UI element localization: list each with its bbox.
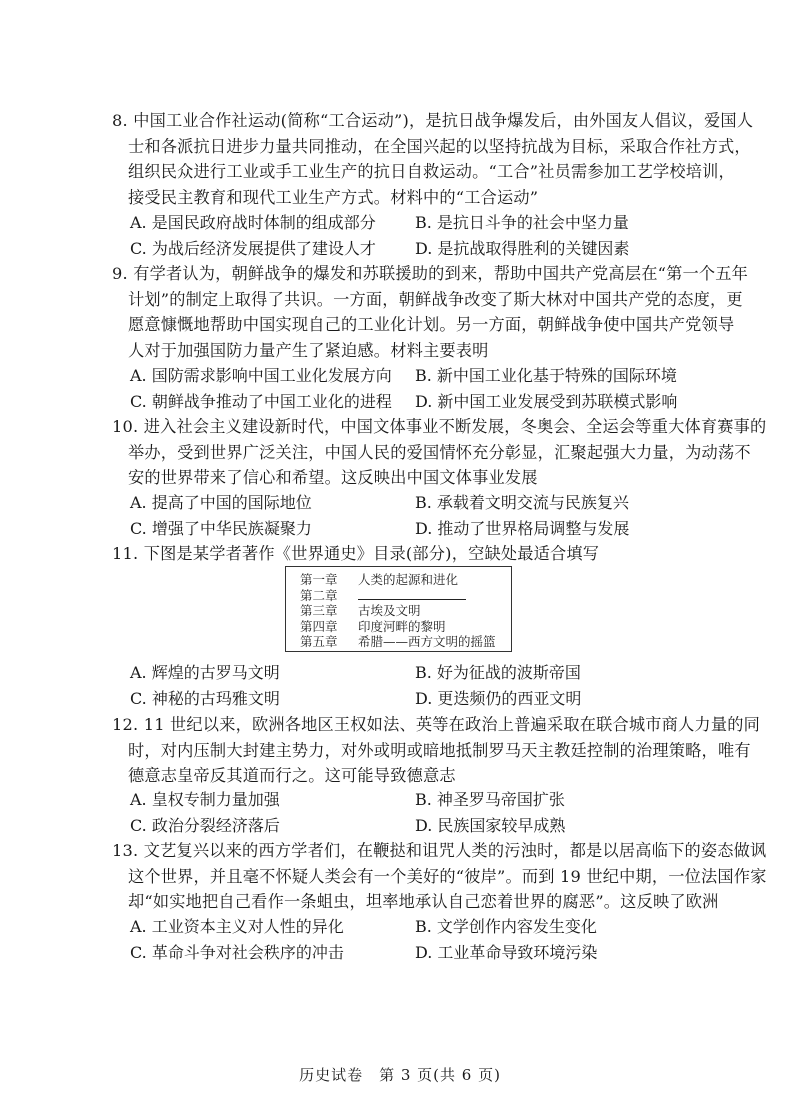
option-b[interactable]: B. 新中国工业化基于特殊的国际环境 bbox=[415, 366, 677, 385]
toc-row bbox=[300, 619, 511, 635]
option-d[interactable]: D. 民族国家较早成熟 bbox=[415, 815, 566, 835]
option-a[interactable]: A. 辉煌的古罗马文明 bbox=[130, 663, 280, 682]
q9-line: 计划”的制定上取得了共识。一方面，朝鲜战争改变了斯大林对中国共产党的态度，更 bbox=[128, 289, 743, 309]
option-a[interactable]: A. 提高了中国的国际地位 bbox=[130, 493, 312, 512]
option-a[interactable]: A. 是国民政府战时体制的组成部分 bbox=[130, 213, 376, 232]
question-11-options bbox=[130, 660, 700, 711]
option-a[interactable]: A. 工业资本主义对人性的异化 bbox=[130, 917, 344, 936]
q12-line: 12. 11 世纪以来，欧洲各地区王权如法、英等在政治上普遍采取在联合城市商人力量的同 bbox=[112, 715, 760, 734]
question-12-options bbox=[130, 787, 700, 838]
toc-row bbox=[300, 572, 511, 588]
toc-chapter: 第五章 bbox=[300, 634, 338, 649]
question-10-stem bbox=[112, 414, 767, 491]
toc-row bbox=[300, 603, 511, 619]
question-9-stem bbox=[112, 261, 749, 363]
q8-line: 士和各派抗日进步力量共同推动，在全国兴起的以坚持抗战为目标，采取合作社方式， bbox=[128, 136, 751, 156]
q13-line: 这个世界，并且毫不怀疑人类会有一个美好的“彼岸”。而到 19 世纪中期，一位法国作家 bbox=[128, 866, 767, 886]
question-11-stem bbox=[112, 541, 692, 567]
q10-line: 安的世界带来了信心和希望。这反映出中国文体事业发展 bbox=[128, 468, 538, 488]
toc-chapter: 第二章 bbox=[300, 587, 338, 603]
q10-line: 举办，受到世界广泛关注，中国人民的爱国情怀充分彰显，汇聚起强大力量，为动荡不 bbox=[128, 442, 751, 462]
option-c[interactable]: C. 政治分裂经济落后 bbox=[130, 815, 280, 835]
q9-line: 人对于加强国防力量产生了紧迫感。材料主要表明 bbox=[128, 340, 489, 360]
toc-chapter: 第一章 bbox=[300, 572, 338, 587]
option-d[interactable]: D. 是抗战取得胜利的关键因素 bbox=[415, 238, 630, 258]
option-b[interactable]: B. 承载着文明交流与民族复兴 bbox=[415, 493, 629, 512]
question-8-stem bbox=[112, 108, 754, 210]
question-13-options bbox=[130, 914, 700, 965]
question-9-options bbox=[130, 363, 700, 414]
question-8-options bbox=[130, 210, 700, 261]
option-d[interactable]: D. 工业革命导致环境污染 bbox=[415, 942, 598, 962]
question-10-options bbox=[130, 490, 700, 541]
toc-title: 古埃及文明 bbox=[358, 603, 421, 618]
option-c[interactable]: C. 革命斗争对社会秩序的冲击 bbox=[130, 942, 344, 962]
q9-line: 愿意慷慨地帮助中国实现自己的工业化计划。另一方面，朝鲜战争使中国共产党领导 bbox=[128, 315, 735, 335]
toc-row bbox=[300, 634, 511, 650]
option-c[interactable]: C. 朝鲜战争推动了中国工业化的进程 bbox=[130, 391, 392, 411]
option-b[interactable]: B. 是抗日斗争的社会中坚力量 bbox=[415, 213, 629, 232]
q13-line: 13. 文艺复兴以来的西方学者们，在鞭挞和诅咒人类的污浊时，都是以居高临下的姿态做讽 bbox=[112, 841, 767, 860]
q13-line: 却“如实地把自己看作一条蛆虫，坦率地承认自己恋着世界的腐恶”。这反映了欧洲 bbox=[128, 892, 719, 912]
toc-chapter: 第四章 bbox=[300, 618, 338, 634]
question-12-stem bbox=[112, 712, 760, 789]
q8-line: 接受民主教育和现代工业生产方式。材料中的“工合运动” bbox=[128, 187, 539, 207]
table-of-contents-figure bbox=[285, 566, 512, 652]
toc-row bbox=[300, 588, 511, 604]
page-footer: 历史试卷 第 3 页(共 6 页) bbox=[299, 1066, 501, 1084]
q12-line: 德意志皇帝反其道而行之。这可能导致德意志 bbox=[128, 766, 456, 786]
option-b[interactable]: B. 神圣罗马帝国扩张 bbox=[415, 790, 565, 809]
option-a[interactable]: A. 皇权专制力量加强 bbox=[130, 790, 280, 809]
option-c[interactable]: C. 为战后经济发展提供了建设人才 bbox=[130, 238, 376, 258]
option-b[interactable]: B. 好为征战的波斯帝国 bbox=[415, 663, 581, 682]
toc-title: 希腊——西方文明的摇篮 bbox=[358, 634, 496, 649]
question-13-stem bbox=[112, 838, 767, 915]
option-c[interactable]: C. 神秘的古玛雅文明 bbox=[130, 688, 280, 708]
q8-line: 组织民众进行工业或手工业生产的抗日自救运动。“工合”社员需参加工艺学校培训， bbox=[128, 162, 735, 182]
toc-title: 人类的起源和进化 bbox=[358, 572, 459, 587]
q11-line: 11. 下图是某学者著作《世界通史》目录(部分)，空缺处最适合填写 bbox=[112, 544, 600, 563]
option-c[interactable]: C. 增强了中华民族凝聚力 bbox=[130, 518, 312, 538]
option-b[interactable]: B. 文学创作内容发生变化 bbox=[415, 917, 597, 936]
q12-line: 时，对内压制大封建主势力，对外或明或暗地抵制罗马天主教廷控制的治理策略，唯有 bbox=[128, 740, 751, 760]
option-d[interactable]: D. 新中国工业发展受到苏联模式影响 bbox=[415, 391, 678, 411]
option-d[interactable]: D. 推动了世界格局调整与发展 bbox=[415, 518, 630, 538]
toc-blank-line bbox=[358, 588, 466, 600]
q10-line: 10. 进入社会主义建设新时代，中国文体事业不断发展，冬奥会、全运会等重大体育赛事的 bbox=[112, 417, 767, 436]
option-d[interactable]: D. 更迭频仍的西亚文明 bbox=[415, 688, 582, 708]
q9-line: 9. 有学者认为，朝鲜战争的爆发和苏联援助的到来，帮助中国共产党高层在“第一个五年 bbox=[112, 264, 749, 283]
q8-line: 8. 中国工业合作社运动(简称“工合运动”)，是抗日战争爆发后，由外国友人倡议，爱国人 bbox=[112, 111, 754, 130]
toc-chapter: 第三章 bbox=[300, 603, 338, 618]
toc-title: 印度河畔的黎明 bbox=[358, 618, 446, 634]
option-a[interactable]: A. 国防需求影响中国工业化发展方向 bbox=[130, 366, 392, 385]
